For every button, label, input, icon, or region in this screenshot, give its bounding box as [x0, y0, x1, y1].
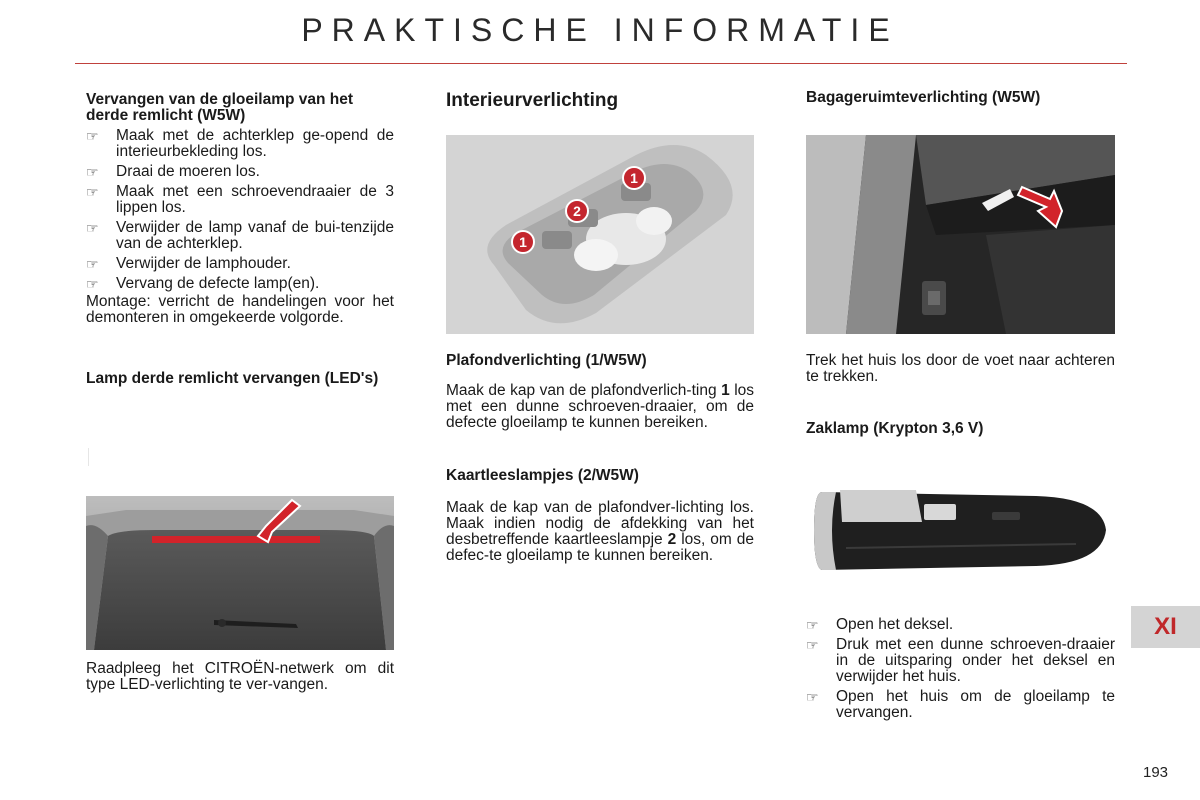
pointing-hand-icon: ☞ — [86, 276, 99, 292]
callout-label: 1 — [630, 170, 638, 186]
ceiling-light-photo — [446, 135, 754, 334]
bagage-block — [806, 353, 1115, 437]
list-item — [86, 184, 394, 216]
section-title-third-brake-light: Vervangen van de gloeilamp van het derde remlicht (W5W) — [86, 91, 354, 124]
list-item — [86, 276, 394, 292]
step-text: Draai de moeren los. — [116, 163, 260, 180]
callout-1-right — [623, 167, 645, 189]
section-title-zaklamp: Zaklamp (Krypton 3,6 V) — [806, 420, 984, 437]
callout-label: 1 — [519, 234, 527, 250]
column-left — [86, 92, 394, 387]
section-title-bagage: Bagageruimteverlichting (W5W) — [806, 89, 1041, 106]
step-text: Verwijder de lamphouder. — [116, 255, 291, 272]
section-title-interior: Interieurverlichting — [446, 90, 619, 111]
pointing-hand-icon: ☞ — [806, 689, 819, 705]
list-item — [806, 617, 1115, 633]
zaklamp-steps-list — [806, 617, 1115, 721]
pointing-hand-icon: ☞ — [86, 184, 99, 200]
trunk-light-photo — [806, 135, 1115, 334]
pointing-hand-icon: ☞ — [86, 164, 99, 180]
chapter-tab[interactable]: XI — [1131, 606, 1200, 648]
callout-1-left — [512, 231, 534, 253]
trunk-light-illustration — [806, 135, 1115, 334]
section-title-plafond: Plafondverlichting (1/W5W) — [446, 352, 647, 369]
list-item — [86, 256, 394, 272]
step-text: Verwijder de lamp vanaf de bui-tenzijde van de achterklep. — [116, 219, 394, 252]
pointing-hand-icon: ☞ — [86, 128, 99, 144]
divider — [88, 448, 89, 466]
pointing-hand-icon: ☞ — [806, 617, 819, 633]
ceiling-light-illustration — [446, 135, 754, 334]
kaart-text: Maak de kap van de plafondver-lichting los. Maak indien nodig de afdekking van het desbetreffende kaartleeslampje 2 los, om de defec-te gloeilamp te kunnen bereiken. — [446, 499, 754, 564]
list-item — [86, 164, 394, 180]
flashlight-photo — [806, 478, 1115, 582]
list-item — [806, 689, 1115, 721]
rear-window-illustration — [86, 496, 394, 650]
step-text: Vervang de defecte lamp(en). — [116, 275, 320, 292]
section-title-kaart: Kaartleeslampjes (2/W5W) — [446, 467, 639, 484]
rear-window-photo — [86, 496, 394, 650]
column-right — [806, 90, 1115, 106]
title-divider — [75, 63, 1127, 64]
list-item — [86, 220, 394, 252]
pointing-hand-icon: ☞ — [86, 220, 99, 236]
column-middle — [446, 90, 754, 112]
callout-label: 2 — [573, 203, 581, 219]
list-item — [806, 637, 1115, 685]
steps-list — [86, 128, 394, 292]
led-text: Raadpleeg het CITROËN-netwerk om dit type LED-verlichting te ver-vangen. — [86, 660, 394, 693]
led-text-block — [86, 661, 394, 693]
callout-2 — [566, 200, 588, 222]
step-text: Maak met een schroevendraaier de 3 lippen los. — [116, 183, 394, 216]
page-title: PRAKTISCHE INFORMATIE — [301, 12, 899, 48]
page-number: 193 — [1143, 764, 1169, 781]
step-text: Open het huis om de gloeilamp te vervangen. — [836, 688, 1115, 721]
plafond-block — [446, 353, 754, 431]
zaklamp-steps-block — [806, 617, 1115, 725]
plafond-text: Maak de kap van de plafondverlich-ting 1 los met een dunne schroeven-draaier, om de defecte gloeilamp te kunnen bereiken. — [446, 382, 755, 431]
flashlight-illustration — [806, 478, 1115, 582]
section-title-led: Lamp derde remlicht vervangen (LED's) — [86, 370, 379, 387]
montage-text: Montage: verricht de handelingen voor het demonteren in omgekeerde volgorde. — [86, 293, 394, 326]
list-item — [86, 128, 394, 160]
bagage-text: Trek het huis los door de voet naar achteren te trekken. — [806, 352, 1115, 385]
step-text: Open het deksel. — [836, 616, 954, 633]
pointing-hand-icon: ☞ — [806, 637, 819, 653]
step-text: Maak met de achterklep ge-opend de interieurbekleding los. — [116, 127, 394, 160]
pointing-hand-icon: ☞ — [86, 256, 99, 272]
kaart-block — [446, 468, 754, 564]
step-text: Druk met een dunne schroeven-draaier in de uitsparing onder het deksel en verwijder het huis. — [836, 636, 1115, 685]
